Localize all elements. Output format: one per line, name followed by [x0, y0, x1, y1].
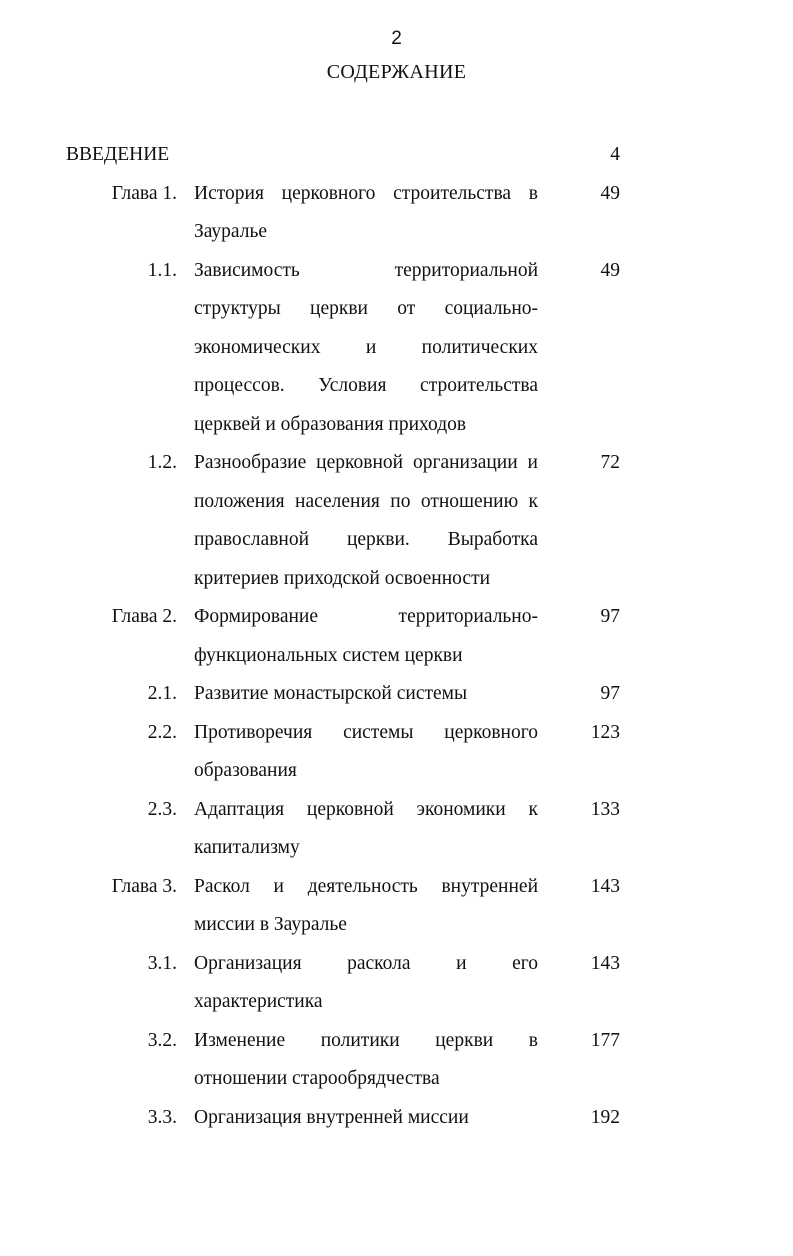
toc-entry-label: Глава 1. [111, 182, 177, 204]
toc-entry-page: 49 [600, 182, 620, 204]
toc-entry-text: Разнообразие церковной организации и положения населения по отношению к православной церкви. Выработка критериев приходской освоенности [194, 452, 538, 589]
toc-entry-text: Раскол и деятельность внутренней миссии в Зауралье [194, 875, 538, 935]
toc-entry-introduction [0, 136, 793, 175]
toc-entry-page: 143 [590, 952, 620, 974]
toc-entry-page: 143 [590, 875, 620, 897]
toc-entry-label: 2.1. [147, 683, 177, 704]
toc-entry-page: 123 [590, 721, 620, 743]
toc-entry-page: 72 [600, 452, 620, 473]
toc-entry-label: 2.3. [147, 798, 177, 820]
toc-entry-section-1-2 [0, 444, 793, 598]
toc-entry-label: 1.1. [147, 259, 177, 281]
toc-entry-section-2-1 [0, 675, 793, 714]
toc-entry-text: Адаптация церковной экономики к капитализму [194, 798, 538, 858]
toc-entry-text: Зависимость территориальной структуры церкви от социально-экономических и политических процессов. Условия строительства церквей и образования приходов [194, 259, 538, 435]
toc-entry-chapter-3 [0, 868, 793, 945]
toc-entry-text: Организация внутренней миссии [194, 1106, 469, 1128]
toc-entry-chapter-2 [0, 598, 793, 675]
toc-entry-section-1-1 [0, 252, 793, 445]
toc-entry-label: 3.3. [147, 1106, 177, 1128]
toc-entry-text: Развитие монастырской системы [194, 683, 468, 704]
toc-entry-section-3-3 [0, 1099, 793, 1138]
toc-entry-chapter-1 [0, 175, 793, 252]
toc-entry-page: 133 [590, 798, 620, 820]
toc-entry-text: Противоречия системы церковного образования [194, 721, 538, 781]
toc-entry-label: Глава 3. [111, 875, 177, 897]
toc-entry-text: Организация раскола и его характеристика [194, 952, 538, 1012]
toc-entry-text: Формирование территориально-функциональных систем церкви [194, 606, 538, 666]
toc-entry-section-3-1 [0, 945, 793, 1022]
toc-entry-section-3-2 [0, 1022, 793, 1099]
toc-entry-page: 49 [600, 259, 620, 281]
toc-entry-label: 2.2. [147, 721, 177, 743]
table-of-contents [0, 136, 793, 1137]
page-title: СОДЕРЖАНИЕ [326, 61, 467, 83]
toc-entry-text: Изменение политики церкви в отношении старообрядчества [194, 1029, 538, 1089]
toc-entry-page: 97 [600, 606, 620, 627]
toc-entry-label: Глава 2. [111, 606, 177, 627]
toc-entry-label: 3.2. [147, 1029, 177, 1051]
page-number: 2 [391, 28, 402, 49]
toc-entry-label: 1.2. [147, 452, 177, 473]
toc-entry-section-2-2 [0, 714, 793, 791]
toc-entry-page: 192 [590, 1106, 620, 1128]
toc-entry-text: История церковного строительства в Зауралье [194, 182, 538, 242]
toc-entry-page: 177 [590, 1029, 620, 1051]
toc-entry-section-2-3 [0, 791, 793, 868]
toc-entry-text: ВВЕДЕНИЕ [66, 144, 170, 165]
toc-entry-page: 97 [600, 683, 620, 704]
toc-entry-label: 3.1. [147, 952, 177, 974]
toc-entry-page: 4 [610, 144, 620, 165]
